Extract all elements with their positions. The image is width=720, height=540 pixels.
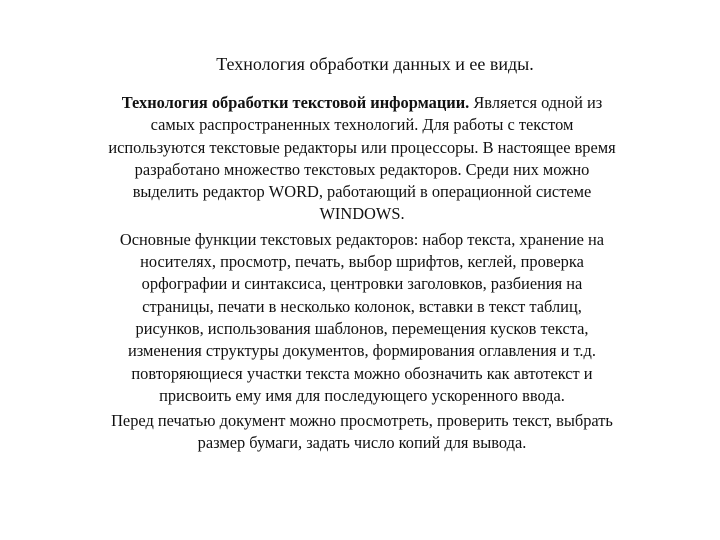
text-line: страницы, печати в несколько колонок, вставки в текст таблиц,	[142, 296, 582, 316]
bold-phrase: Технология обработки текстовой информации.	[121, 93, 470, 112]
text-line: WINDOWS.	[319, 204, 405, 224]
text-line	[72, 92, 652, 114]
text-line: выделить редактор WORD, работающий в операционной системе	[132, 182, 592, 202]
slide-title: Технология обработки данных и ее виды.	[216, 54, 534, 74]
slide-body	[72, 92, 652, 458]
paragraph-1	[72, 92, 652, 226]
text-line: самых распространенных технологий. Для работы с текстом	[150, 115, 574, 135]
text-line: Перед печатью документ можно просмотреть, проверить текст, выбрать	[111, 411, 613, 431]
text-line: используются текстовые редакторы или процессоры. В настоящее время	[108, 137, 616, 157]
paragraph-3	[72, 410, 652, 455]
text-line: повторяющиеся участки текста можно обозначить как автотекст и	[131, 363, 593, 383]
text-line: рисунков, использования шаблонов, перемещения кусков текста,	[135, 318, 589, 338]
text-line: орфографии и синтаксиса, центровки заголовков, разбиения на	[141, 274, 583, 294]
text-line: размер бумаги, задать число копий для вывода.	[197, 433, 527, 453]
paragraph-2	[72, 229, 652, 407]
text-line: носителях, просмотр, печать, выбор шрифтов, кеглей, проверка	[140, 252, 584, 272]
text-line: разработано множество текстовых редакторов. Среди них можно	[134, 159, 590, 179]
text-line: изменения структуры документов, формирования оглавления и т.д.	[128, 341, 596, 361]
text-run: Является одной из	[469, 93, 603, 112]
text-line: присвоить ему имя для последующего ускоренного ввода.	[159, 385, 565, 405]
text-line: Основные функции текстовых редакторов: набор текста, хранение на	[119, 229, 605, 249]
